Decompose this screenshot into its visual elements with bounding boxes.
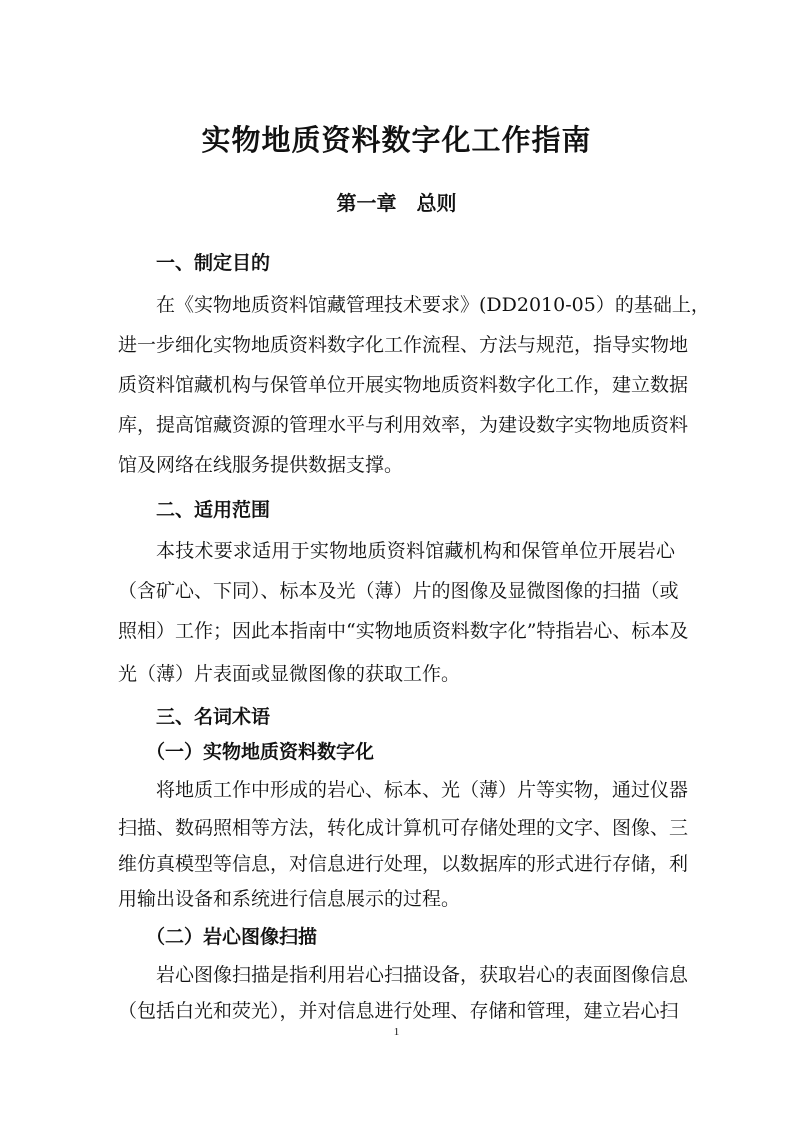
section-heading: 三、名词术语 — [156, 706, 271, 728]
paragraph-line: （含矿心、下同）、标本及光（薄）片的图像及显微图像的扫描（或 — [118, 580, 679, 602]
section-heading: 二、适用范围 — [156, 499, 271, 521]
paragraph-line: 维仿真模型等信息，对信息进行处理，以数据库的形式进行存储，利 — [118, 853, 689, 875]
paragraph-line: 用输出设备和系统进行信息展示的过程。 — [118, 888, 461, 910]
document-title: 实物地质资料数字化工作指南 — [201, 123, 592, 157]
paragraph-line: 库，提高馆藏资源的管理水平与利用效率，为建设数字实物地质资料 — [118, 414, 689, 436]
paragraph-line: 岩心图像扫描是指利用岩心扫描设备，获取岩心的表面图像信息 — [156, 964, 689, 986]
paragraph-line: 将地质工作中形成的岩心、标本、光（薄）片等实物，通过仪器 — [156, 779, 689, 801]
subsection-heading: （二）岩心图像扫描 — [146, 926, 318, 948]
subsection-heading: （一）实物地质资料数字化 — [146, 741, 375, 763]
paragraph-line: 进一步细化实物地质资料数字化工作流程、方法与规范，指导实物地 — [118, 334, 689, 356]
chapter-heading: 第一章 总则 — [336, 191, 457, 215]
page-number: 1 — [393, 1026, 400, 1038]
paragraph-line: （包括白光和荧光），并对信息进行处理、存储和管理，建立岩心扫 — [118, 1000, 679, 1022]
paragraph-line: 馆及网络在线服务提供数据支撑。 — [118, 454, 404, 476]
paragraph-line: 扫描、数码照相等方法，转化成计算机可存储处理的文字、图像、三 — [118, 817, 689, 839]
paragraph-line: 在《实物地质资料馆藏管理技术要求》(DD2010-05）的基础上， — [156, 294, 710, 316]
paragraph-line: 本技术要求适用于实物地质资料馆藏机构和保管单位开展岩心 — [156, 540, 675, 562]
paragraph-line: 质资料馆藏机构与保管单位开展实物地质资料数字化工作，建立数据 — [118, 374, 689, 396]
paragraph-line: 照相）工作；因此本指南中“实物地质资料数字化”特指岩心、标本及 — [118, 620, 689, 642]
section-heading: 一、制定目的 — [156, 252, 271, 274]
paragraph-line: 光（薄）片表面或显微图像的获取工作。 — [118, 663, 461, 685]
